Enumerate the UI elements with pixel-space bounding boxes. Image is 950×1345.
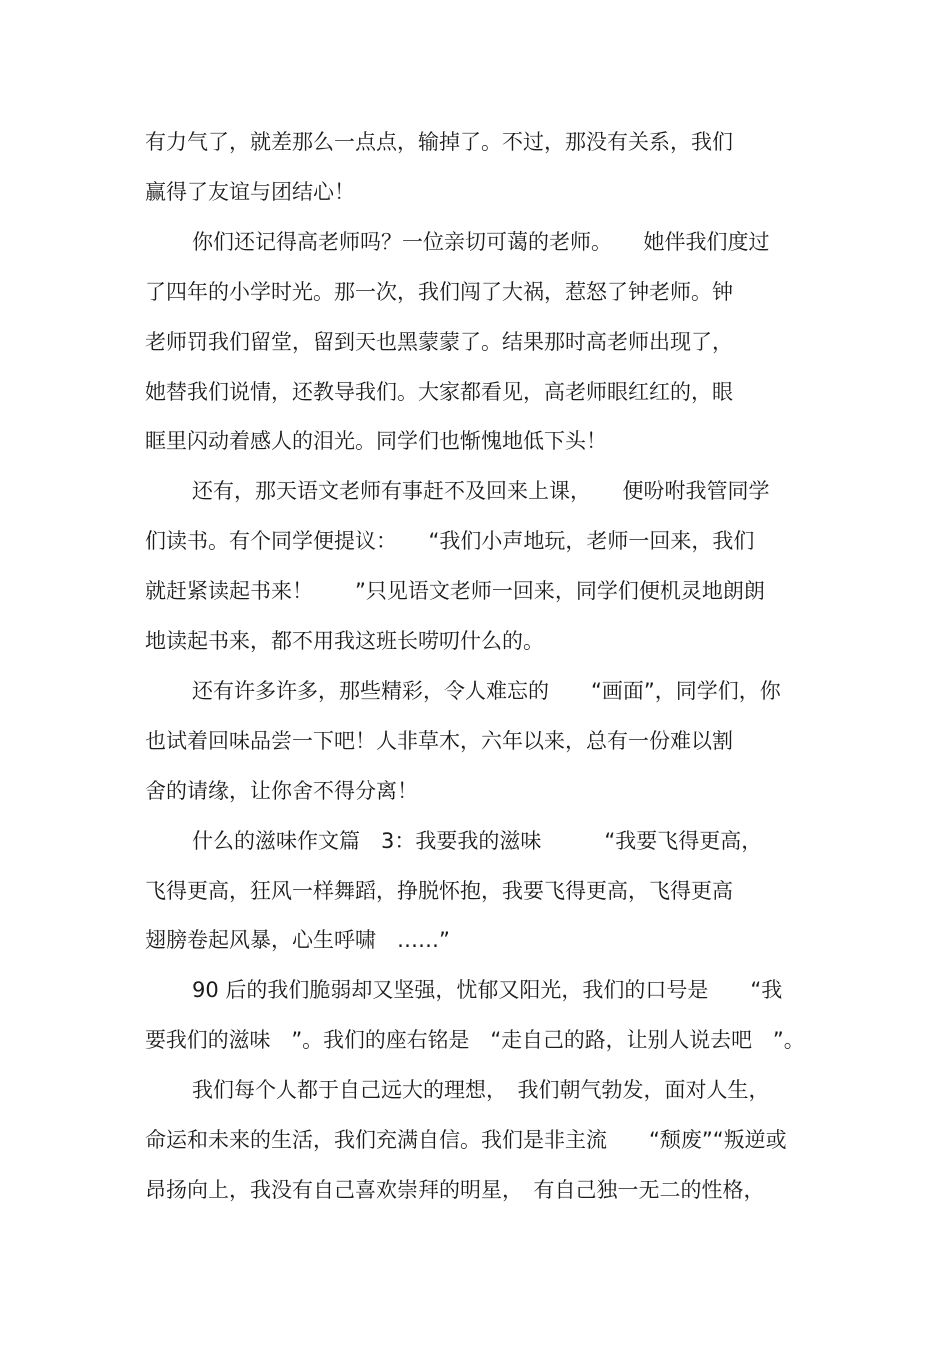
text-line-18: 90 后的我们脆弱却又坚强，忧郁又阳光，我们的口号是 “我 [192,978,783,1002]
text-line-17: 翅膀卷起风暴，心生呼啸 ……” [145,928,450,952]
text-line-15: 什么的滋味作文篇 3：我要我的滋味 “我要飞得更高， [192,829,763,853]
text-line-11: 地读起书来，都不用我这班长唠叨什么的。 [145,629,544,653]
text-line-14: 舍的请缘，让你舍不得分离！ [145,779,418,803]
text-line-6: 她替我们说情，还教导我们。大家都看见，高老师眼红红的，眼 [145,380,733,404]
text-line-3: 你们还记得高老师吗？一位亲切可蔼的老师。 她伴我们度过 [192,230,770,254]
text-line-21: 命运和未来的生活，我们充满自信。我们是非主流 “颓废”“叛逆或 [145,1128,787,1152]
text-line-12: 还有许多许多，那些精彩，令人难忘的 “画面”，同学们，你 [192,679,781,703]
text-line-13: 也试着回味品尝一下吧！人非草木，六年以来，总有一份难以割 [145,729,733,753]
text-line-16: 飞得更高，狂风一样舞蹈，挣脱怀抱，我要飞得更高，飞得更高 [145,879,733,903]
text-line-22: 昂扬向上，我没有自己喜欢崇拜的明星， 有自己独一无二的性格， [145,1178,765,1202]
text-line-8: 还有，那天语文老师有事赶不及回来上课， 便吩咐我管同学 [192,479,770,503]
text-line-1: 有力气了，就差那么一点点，输掉了。不过，那没有关系，我们 [145,130,733,154]
text-line-4: 了四年的小学时光。那一次，我们闯了大祸，惹怒了钟老师。钟 [145,280,733,304]
text-line-9: 们读书。有个同学便提议： “我们小声地玩，老师一回来，我们 [145,529,755,553]
text-line-19: 要我们的滋味 ”。我们的座右铭是 “走自己的路，让别人说去吧 ”。 [145,1028,805,1052]
text-line-10: 就赶紧读起书来！ ”只见语文老师一回来，同学们便机灵地朗朗 [145,579,765,603]
text-line-5: 老师罚我们留堂，留到天也黑蒙蒙了。结果那时高老师出现了， [145,330,733,354]
text-line-7: 眶里闪动着感人的泪光。同学们也惭愧地低下头！ [145,429,607,453]
text-line-2: 赢得了友谊与团结心！ [145,180,355,204]
text-line-20: 我们每个人都于自己远大的理想， 我们朝气勃发，面对人生， [192,1078,770,1102]
